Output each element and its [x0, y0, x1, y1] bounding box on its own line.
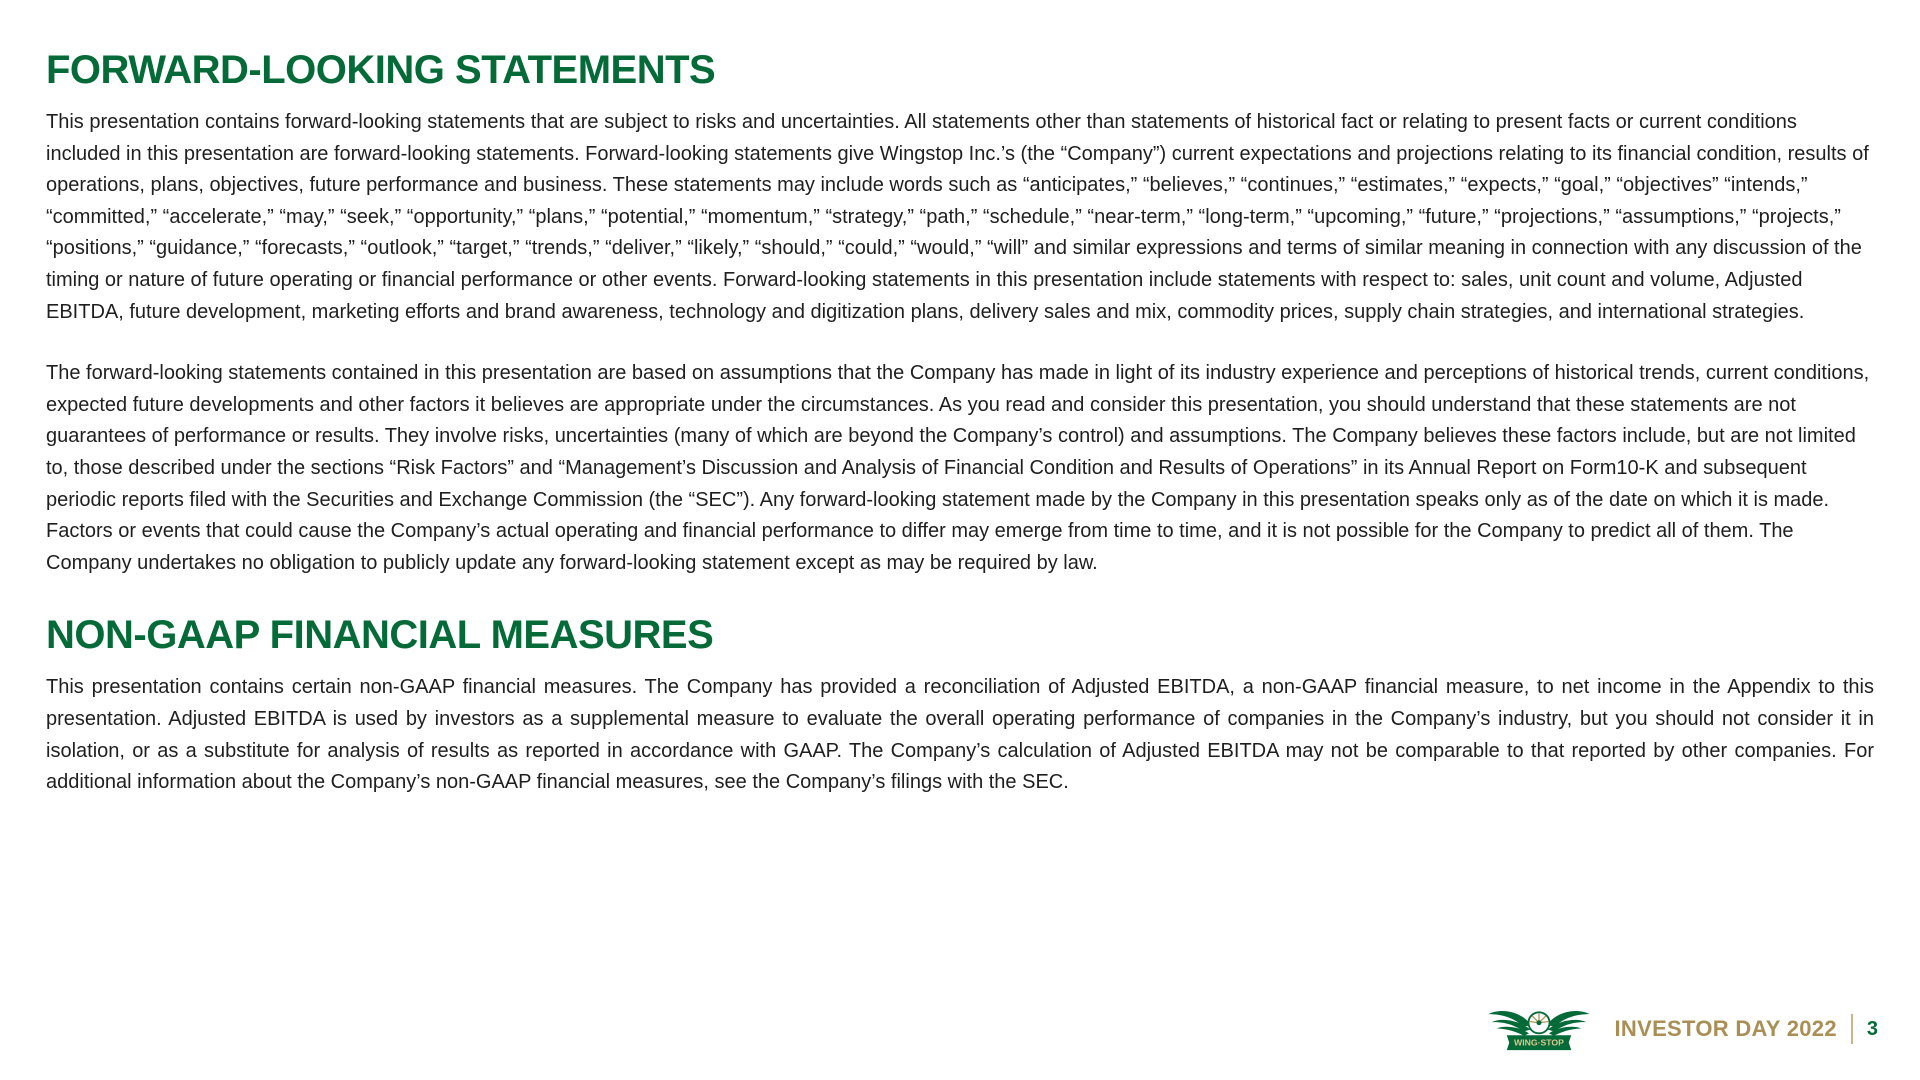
section-title-forward-looking: FORWARD-LOOKING STATEMENTS — [46, 48, 716, 92]
paragraph-forward-looking-2: The forward-looking statements contained in this presentation are based on assumptions that the Company has made in light of its industry experience and perceptions of historical trends, current conditions, expected future developments and other factors it believes are appropriate under the circumstances. As you read and consider this presentation, you should understand that these statements are not guarantees of performance or results. They involve risks, uncertainties (many of which are beyond the Company’s control) and assumptions. The Company believes these factors include, but are not limited to, those described under the sections “Risk Factors” and “Management’s Discussion and Analysis of Financial Condition and Results of Operations” in its Annual Report on Form10-K and subsequent periodic reports filed with the Securities and Exchange Commission (the “SEC”). Any forward-looking statement made by the Company in this presentation speaks only as of the date on which it is made. Factors or events that could cause the Company’s actual operating and financial performance to differ may emerge from time to time, and it is not possible for the Company to predict all of them. The Company undertakes no obligation to publicly update any forward-looking statement except as may be required by law. — [46, 362, 1870, 574]
wingstop-logo-icon — [1477, 998, 1601, 1060]
footer-divider — [1851, 1014, 1853, 1044]
page-number: 3 — [1866, 1017, 1878, 1040]
investor-day-label: INVESTOR DAY 2022 — [1614, 1016, 1837, 1041]
slide-footer — [1477, 998, 1881, 1060]
paragraph-forward-looking-1: This presentation contains forward-looking statements that are subject to risks and uncertainties. All statements other than statements of historical fact or relating to present facts or current conditions included in this presentation are forward-looking statements. Forward-looking statements give Wingstop Inc.’s (the “Company”) current expectations and projections relating to its financial condition, results of operations, plans, objectives, future performance and business. These statements may include words such as “anticipates,” “believes,” “continues,” “estimates,” “expects,” “goal,” “objectives” “intends,” “committed,” “accelerate,” “may,” “seek,” “opportunity,” “plans,” “potential,” “momentum,” “strategy,” “path,” “schedule,” “near-term,” “long-term,” “upcoming,” “future,” “projections,” “assumptions,” “projects,” “positions,” “guidance,” “forecasts,” “outlook,” “target,” “trends,” “deliver,” “likely,” “should,” “could,” “would,” “will” and similar expressions and terms of similar meaning in connection with any discussion of the timing or nature of future operating or financial performance or other events. Forward-looking statements in this presentation include statements with respect to: sales, unit count and volume, Adjusted EBITDA, future development, marketing efforts and brand awareness, technology and digitization plans, delivery sales and mix, commodity prices, supply chain strategies, and international strategies. — [46, 111, 1869, 323]
wingstop-logo-text: WING·STOP — [1513, 1037, 1564, 1048]
section-forward-looking-statements — [46, 48, 1874, 579]
section-non-gaap — [46, 613, 1874, 798]
paragraph-non-gaap-1: This presentation contains certain non-GAAP financial measures. The Company has provided a reconciliation of Adjusted EBITDA, a non-GAAP financial measure, to net income in the Appendix to this presentation. Adjusted EBITDA is used by investors as a supplemental measure to evaluate the overall operating performance of companies in the Company’s industry, but you should not consider it in isolation, or as a substitute for analysis of results as reported in accordance with GAAP. The Company’s calculation of Adjusted EBITDA may not be comparable to that reported by other companies. For additional information about the Company’s non-GAAP financial measures, see the Company’s filings with the SEC. — [46, 676, 1874, 794]
section-title-non-gaap: NON-GAAP FINANCIAL MEASURES — [46, 613, 714, 658]
